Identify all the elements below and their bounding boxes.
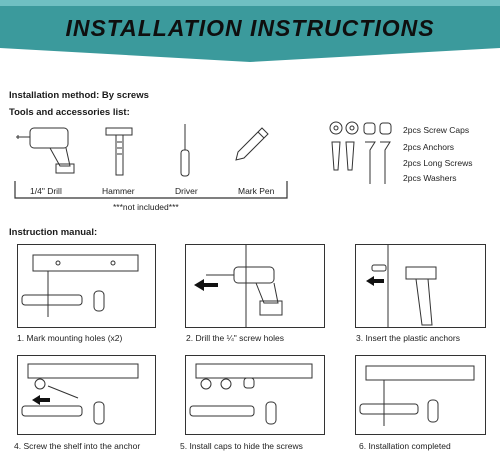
- step-2-illustration: [185, 244, 325, 328]
- tool-label-drill: 1/4" Drill: [30, 186, 62, 196]
- step-4-caption: 4. Screw the shelf into the anchor: [14, 441, 141, 451]
- tools-list-label: Tools and accessories list:: [9, 107, 130, 118]
- step-6-caption: 6. Installation completed: [359, 441, 451, 451]
- hammer-icon: [102, 122, 138, 178]
- step-6-illustration: [355, 355, 486, 435]
- accessory-washers: 2pcs Washers: [403, 173, 457, 183]
- page-title: INSTALLATION INSTRUCTIONS: [65, 15, 435, 41]
- tool-label-hammer: Hammer: [102, 186, 135, 196]
- hardware-icons: [328, 120, 400, 190]
- tool-label-driver: Driver: [175, 186, 198, 196]
- installation-method-label: Installation method: By screws: [9, 90, 149, 101]
- accessory-long-screws: 2pcs Long Screws: [403, 158, 473, 168]
- instruction-manual-label: Instruction manual:: [9, 227, 98, 238]
- tool-label-mark-pen: Mark Pen: [238, 186, 275, 196]
- step-4-illustration: [17, 355, 156, 435]
- step-5-caption: 5. Install caps to hide the screws: [180, 441, 303, 451]
- step-2-caption: 2. Drill the ¼" screw holes: [186, 333, 284, 343]
- step-1-caption: 1. Mark mounting holes (x2): [17, 333, 123, 343]
- header-banner: [0, 0, 500, 62]
- accessory-screw-caps: 2pcs Screw Caps: [403, 125, 470, 135]
- step-5-illustration: [185, 355, 325, 435]
- screwdriver-icon: [176, 122, 194, 178]
- drill-icon: [14, 120, 80, 174]
- not-included-note: ***not included***: [113, 202, 179, 212]
- step-3-caption: 3. Insert the plastic anchors: [356, 333, 460, 343]
- accessory-anchors: 2pcs Anchors: [403, 142, 455, 152]
- step-3-illustration: [355, 244, 486, 328]
- step-1-illustration: [17, 244, 156, 328]
- pen-icon: [232, 124, 272, 164]
